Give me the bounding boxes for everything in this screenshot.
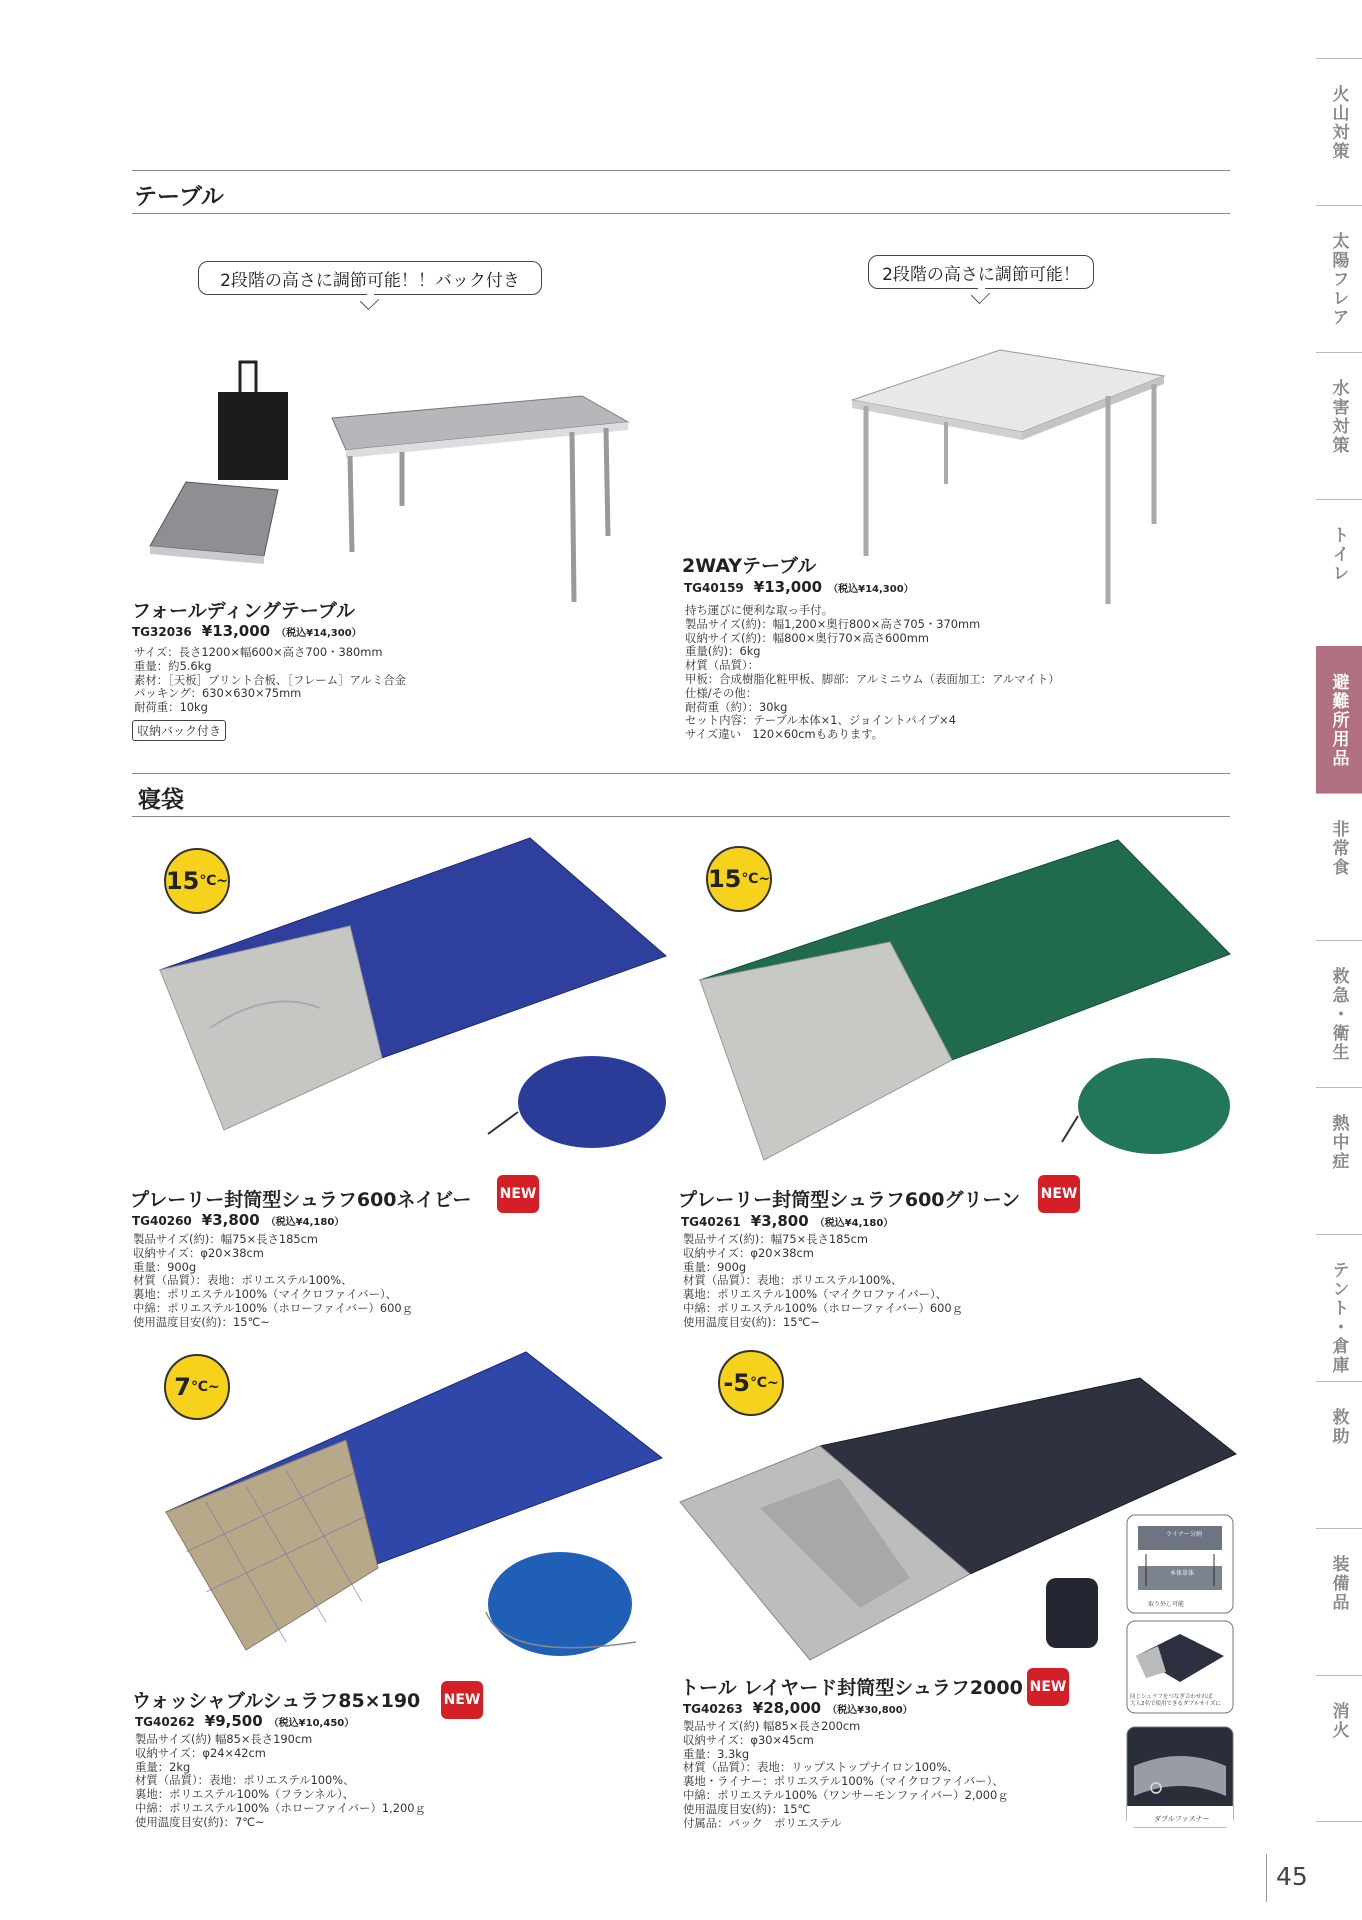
tab-heatstroke[interactable] — [1316, 1087, 1362, 1234]
spec-line: 使用温度目安(約)：15℃~ — [133, 1314, 270, 1329]
tab-shelter-supplies[interactable] — [1316, 646, 1362, 793]
tab-flood[interactable] — [1316, 352, 1362, 499]
temp-unit: ℃~ — [199, 873, 229, 889]
green-bag-specs — [683, 1233, 963, 1330]
spec-line: 製品サイズ(約)：幅1,200×奥行800×高さ705・370mm — [685, 616, 981, 631]
tab-label: 救助 — [1328, 1408, 1349, 1446]
spec-line: 使用温度目安(約)：15℃~ — [683, 1314, 820, 1329]
spec-line: 裏地：ポリエステル100%（マイクロファイバー）、 — [133, 1287, 398, 1302]
product-price: ¥13,000 — [201, 622, 271, 640]
tab-toilet[interactable] — [1316, 499, 1362, 646]
double-label-1: 同じシュラフをつなぎ合わせれば — [1130, 1694, 1213, 1700]
tab-solar-flare[interactable] — [1316, 205, 1362, 352]
tab-label: 避難所用品 — [1328, 673, 1349, 768]
spec-line: セット内容：テーブル本体×1、ジョイントパイプ×4 — [685, 713, 956, 728]
product-tax-price: （税込¥30,800） — [827, 1705, 913, 1716]
spec-line: 中綿：ポリエステル100%（ホローファイバー）600ｇ — [133, 1300, 414, 1315]
tab-label: 火山対策 — [1328, 85, 1349, 161]
tall-bag-zipper-detail — [1126, 1726, 1234, 1828]
spec-line: 仕様/その他： — [685, 685, 758, 700]
tab-label: 熱中症 — [1328, 1114, 1349, 1171]
temp-unit: ℃~ — [191, 1379, 220, 1395]
table-section-title: テーブル — [134, 184, 224, 210]
tab-label: 水害対策 — [1328, 379, 1349, 455]
tall-bag-liner-detail — [1126, 1514, 1234, 1614]
spec-line: 甲板：合成樹脂化粧甲板、脚部：アルミニウム（表面加工：アルマイト） — [685, 671, 1060, 686]
spec-line: 重量：約5.6kg — [134, 658, 212, 673]
tab-emergency-food[interactable] — [1316, 793, 1362, 940]
navy-bag-name: プレーリー封筒型シュラフ600ネイビー — [130, 1189, 472, 1211]
spec-line: 材質（品質）：表地：ポリエステル100%、 — [683, 1273, 903, 1288]
washable-bag-specs — [135, 1733, 426, 1830]
zipper-label: ダブルファスナー — [1154, 1815, 1210, 1823]
category-side-tabs — [1316, 58, 1362, 1822]
folding-table-image — [140, 356, 650, 606]
tab-label: 非常食 — [1328, 820, 1349, 877]
tall-bag-name: トール レイヤード封筒型シュラフ2000 — [680, 1677, 1023, 1699]
page-number-rule — [1266, 1854, 1267, 1902]
product-price: ¥28,000 — [752, 1699, 822, 1717]
navy-bag-image — [150, 838, 670, 1158]
liner-label: ライナー分割 — [1166, 1531, 1202, 1538]
spec-line: 製品サイズ(約) 幅85×長さ190cm — [135, 1732, 313, 1746]
product-code: TG40159 — [684, 581, 744, 595]
body-label: 本体単体 — [1170, 1570, 1195, 1577]
green-bag-new-badge: NEW — [1038, 1175, 1080, 1213]
washable-bag-image — [166, 1352, 666, 1672]
navy-bag-specs — [133, 1233, 413, 1330]
spec-line: 付属品：バック ポリエステル — [683, 1815, 842, 1830]
product-tax-price: （税込¥10,450） — [268, 1718, 355, 1729]
spec-line: 収納サイズ：φ20×38cm — [683, 1245, 814, 1260]
temp-unit: ℃~ — [749, 1375, 779, 1391]
removable-label: 取り外し可能 — [1148, 1601, 1185, 1608]
product-price: ¥13,000 — [753, 578, 823, 596]
product-price: ¥9,500 — [204, 1712, 263, 1730]
spec-line: 製品サイズ(約) 幅85×長さ200cm — [683, 1719, 861, 1733]
spec-line: サイズ：長さ1200×幅600×高さ700・380mm — [134, 645, 383, 659]
green-bag-price-line — [681, 1212, 893, 1230]
product-code: TG40262 — [135, 1715, 195, 1729]
green-bag-name: プレーリー封筒型シュラフ600グリーン — [678, 1189, 1021, 1211]
spec-line: 素材：［天板］プリント合板、［フレーム］アルミ合金 — [134, 672, 406, 687]
double-label-2: 大人2名で使用できるダブルサイズに — [1130, 1701, 1221, 1707]
tall-bag-price-line — [683, 1699, 913, 1717]
spec-line: 耐荷重：10kg — [134, 700, 208, 715]
folding-table-name: フォールディングテーブル — [132, 600, 356, 622]
spec-line: パッキング：630×630×75mm — [134, 686, 302, 701]
folding-table-bag-tag: 収納バック付き — [132, 720, 226, 741]
twoway-table-image — [846, 344, 1176, 610]
spec-line: 材質（品質）：表地：リップストップナイロン100%、 — [683, 1760, 959, 1775]
folding-table-price-line — [132, 622, 362, 640]
product-code: TG40260 — [132, 1214, 192, 1228]
product-code: TG40263 — [683, 1702, 743, 1716]
tab-label: 装備品 — [1328, 1555, 1349, 1612]
tab-label: 救急・衛生 — [1328, 967, 1349, 1062]
tab-fire-extinguishing[interactable] — [1316, 1675, 1362, 1822]
spec-line: 製品サイズ(約)：幅75×長さ185cm — [683, 1232, 869, 1246]
navy-bag-price-line — [132, 1211, 344, 1229]
temp-value: 15 — [707, 865, 742, 893]
green-bag-image — [698, 840, 1238, 1160]
spec-line: 収納サイズ：φ24×42cm — [135, 1745, 266, 1760]
spec-line: 中綿：ポリエステル100%（ワンサーモンファイバー）2,000ｇ — [683, 1787, 1009, 1802]
spec-line: 製品サイズ(約)：幅75×長さ185cm — [133, 1232, 319, 1246]
navy-bag-new-badge: NEW — [497, 1175, 539, 1213]
product-price: ¥3,800 — [750, 1212, 809, 1230]
spec-line: 収納サイズ：φ30×45cm — [683, 1732, 814, 1747]
spec-line: 裏地：ポリエステル100%（マイクロファイバー）、 — [683, 1287, 948, 1302]
product-tax-price: （税込¥4,180） — [814, 1218, 894, 1229]
twoway-table-name: 2WAYテーブル — [682, 555, 817, 577]
product-tax-price: （税込¥14,300） — [276, 628, 362, 639]
spec-line: 材質（品質）：表地：ポリエステル100%、 — [135, 1773, 355, 1788]
spec-line: サイズ違い 120×60cmもあります。 — [685, 727, 884, 742]
spec-line: 収納サイズ：φ20×38cm — [133, 1245, 264, 1260]
temp-unit: ℃~ — [741, 871, 771, 887]
twoway-table-callout: 2段階の高さに調節可能！ — [868, 255, 1094, 289]
washable-bag-price-line — [135, 1712, 354, 1730]
spec-line: 重量：3.3kg — [683, 1746, 750, 1761]
folding-table-callout: 2段階の高さに調節可能！！バック付き — [198, 261, 542, 295]
sleeping-bag-section-title: 寝袋 — [138, 787, 184, 813]
spec-line: 使用温度目安(約)：7℃~ — [135, 1814, 265, 1829]
spec-line: 重量：2kg — [135, 1759, 191, 1774]
product-tax-price: （税込¥14,300） — [828, 584, 914, 595]
temp-value: -5 — [723, 1369, 750, 1397]
spec-line: 持ち運びに便利な取っ手付。 — [685, 603, 834, 617]
tab-volcano[interactable] — [1316, 58, 1362, 205]
tab-equipment[interactable] — [1316, 1528, 1362, 1675]
tab-rescue[interactable] — [1316, 1381, 1362, 1528]
product-price: ¥3,800 — [201, 1211, 260, 1229]
twoway-table-specs — [685, 604, 1060, 742]
sleeping-bag-section-header — [132, 773, 1230, 817]
tall-bag-new-badge: NEW — [1027, 1668, 1069, 1706]
spec-line: 中綿：ポリエステル100%（ホローファイバー）1,200ｇ — [135, 1800, 426, 1815]
tab-label: 太陽フレア — [1328, 232, 1349, 327]
tab-first-aid[interactable] — [1316, 940, 1362, 1087]
table-section-header — [132, 170, 1230, 214]
spec-line: 収納サイズ(約)：幅800×奥行70×高さ600mm — [685, 630, 929, 645]
page-number: 45 — [1276, 1862, 1308, 1891]
temp-value: 7 — [174, 1373, 191, 1401]
spec-line: 耐荷重（約）：30kg — [685, 699, 788, 714]
spec-line: 重量：900g — [133, 1259, 197, 1274]
tab-label: 消火 — [1328, 1702, 1349, 1740]
tab-label: テント・倉庫 — [1328, 1261, 1349, 1375]
tab-label: トイレ — [1328, 526, 1349, 583]
spec-line: 中綿：ポリエステル100%（ホローファイバー）600ｇ — [683, 1300, 964, 1315]
spec-line: 裏地：ポリエステル100%（フランネル）、 — [135, 1787, 355, 1802]
washable-bag-name: ウォッシャブルシュラフ85×190 — [132, 1690, 421, 1712]
folding-table-specs — [134, 646, 406, 715]
spec-line: 材質（品質）：表地：ポリエステル100%、 — [133, 1273, 353, 1288]
spec-line: 重量：900g — [683, 1259, 747, 1274]
spec-line: 裏地・ライナー：ポリエステル100%（マイクロファイバー）、 — [683, 1774, 1004, 1789]
temp-value: 15 — [165, 867, 200, 895]
product-code: TG32036 — [132, 625, 192, 639]
tab-tent-storage[interactable] — [1316, 1234, 1362, 1381]
tall-bag-specs — [683, 1720, 1009, 1830]
product-code: TG40261 — [681, 1215, 741, 1229]
product-tax-price: （税込¥4,180） — [265, 1217, 345, 1228]
washable-bag-new-badge: NEW — [441, 1681, 483, 1719]
twoway-table-price-line — [684, 578, 914, 596]
spec-line: 使用温度目安(約)：15℃ — [683, 1801, 811, 1816]
spec-line: 重量(約)：6kg — [685, 644, 761, 659]
spec-line: 材質（品質）： — [685, 658, 760, 673]
